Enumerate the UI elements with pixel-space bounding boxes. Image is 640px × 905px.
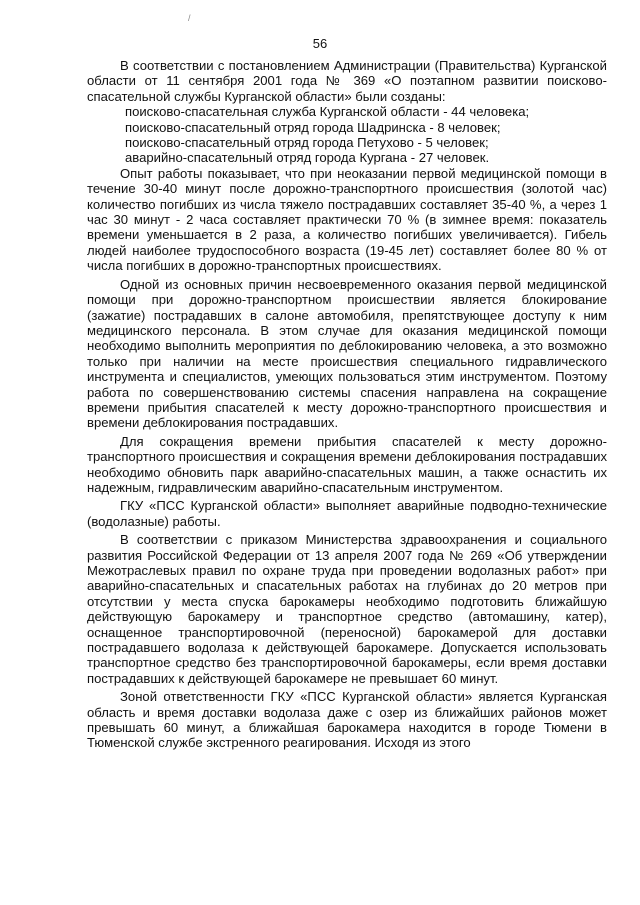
corner-mark: /: [188, 13, 191, 23]
paragraph-experience: Опыт работы показывает, что при неоказании первой медицинской помощи в течение 30-40 минут после дорожно-транспортного происшествия (золотой час) количество погибших из числа тяжело пострадавших составляет 35-40 %, а через 1 час 30 минут - 2 часа составляет практически 70 % (в зимнее время: показатель времени уменьшается в 2 раза, а количество погибших увеличивается). Гибель людей наиболее трудоспособного возраста (19-45 лет) составляет более 80 % от числа погибших в дорожно-транспортных происшествиях.: [87, 165, 607, 274]
paragraph-reduction: Для сокращения времени прибытия спасателей к месту дорожно-транспортного происшествия и сокращения времени деблокирования пострадавших необходимо обновить парк аварийно-спасательных машин, а также оснастить их надежным, гидравлическим аварийно-спасательным инструментом.: [87, 433, 607, 495]
paragraph-order: В соответствии с приказом Министерства здравоохранения и социального развития Российской Федерации от 13 апреля 2007 года № 269 «Об утверждении Межотраслевых правил по охране труда при проведении водолазных работ» при аварийно-спасательных и спасательных работах на глубинах до 20 метров при отсутствии у места спуска барокамеры необходимо подготовить ближайшую действующую барокамеру и транспортное средство (автомашину, катер), оснащенное транспортировочной (переносной) барокамерой для доставки пострадавшего водолаза к действующей барокамере. Допускается использовать транспортное средство без транспортировочной барокамеры, если время доставки пострадавших к действующей барокамере не превышает 60 минут.: [87, 532, 607, 686]
list-item: поисково-спасательная служба Курганской области - 44 человека;: [125, 104, 530, 120]
page-number: 56: [312, 36, 328, 51]
list-item: поисково-спасательный отряд города Петухово - 5 человек;: [125, 135, 489, 151]
paragraph-intro: В соответствии с постановлением Администрации (Правительства) Курганской области от 11 сентября 2001 года № 369 «О поэтапном развитии поисково-спасательной службы Курганской области» были созданы:: [87, 58, 607, 104]
document-body: [87, 58, 607, 751]
list-item: аварийно-спасательный отряд города Кургана - 27 человек.: [125, 150, 490, 166]
list-item: поисково-спасательный отряд города Шадринска - 8 человек;: [125, 119, 501, 135]
paragraph-responsibility: Зоной ответственности ГКУ «ПСС Курганской области» является Курганская область и время доставки водолаза даже с озер из ближайших районов может превышать 60 минут, а ближайшая барокамера находится в городе Тюмени в Тюменской службе экстренного реагирования. Исходя из этого: [87, 689, 607, 751]
paragraph-causes: Одной из основных причин несвоевременного оказания первой медицинской помощи при дорожно-транспортном происшествии является блокирование (зажатие) пострадавших в салоне автомобиля, препятствующее доступу к ним медицинского персонала. В этом случае для оказания медицинской помощи необходимо выполнить мероприятия по деблокированию человека, а это возможно только при наличии на месте происшествия специального гидравлического инструмента и специалистов, умеющих пользоваться этим инструментом. Поэтому работа по совершенствованию системы спасения направлена на сокращение времени прибытия спасателей к месту дорожно-транспортного происшествия и времени деблокирования пострадавших.: [87, 276, 607, 431]
paragraph-diving-works: ГКУ «ПСС Курганской области» выполняет аварийные подводно-технические (водолазные) работы.: [87, 498, 607, 529]
